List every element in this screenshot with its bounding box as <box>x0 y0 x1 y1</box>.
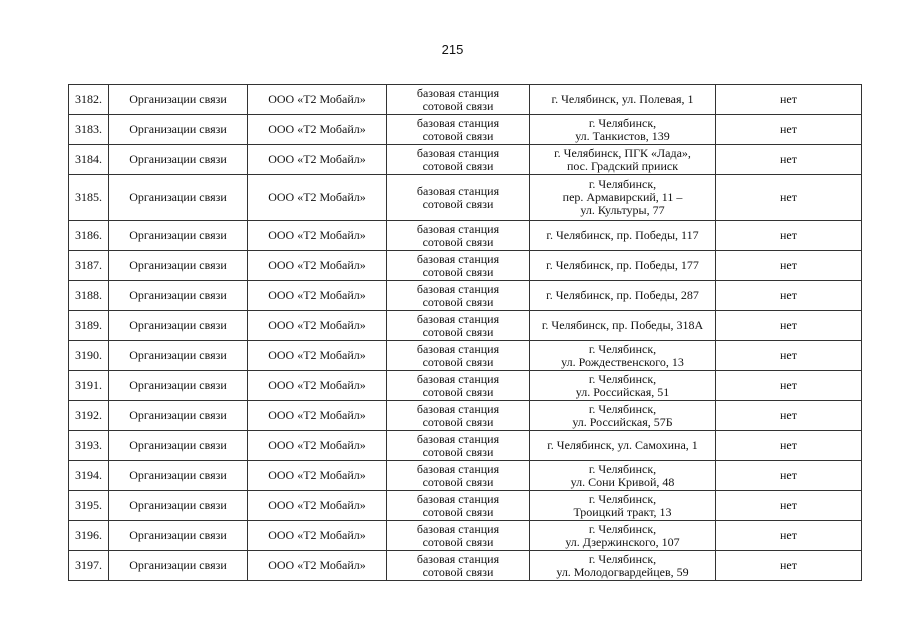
row-note: нет <box>716 551 862 581</box>
row-category: Организации связи <box>109 281 248 311</box>
row-object: базовая станция сотовой связи <box>387 491 530 521</box>
row-category: Организации связи <box>109 371 248 401</box>
table-row <box>69 115 862 145</box>
table-row <box>69 521 862 551</box>
row-owner: ООО «Т2 Мобайл» <box>248 461 387 491</box>
row-number: 3188. <box>69 281 109 311</box>
row-object: базовая станция сотовой связи <box>387 371 530 401</box>
row-note: нет <box>716 175 862 221</box>
row-address: г. Челябинск, пр. Победы, 318А <box>530 311 716 341</box>
row-note: нет <box>716 85 862 115</box>
row-owner: ООО «Т2 Мобайл» <box>248 281 387 311</box>
row-number: 3191. <box>69 371 109 401</box>
table-row <box>69 371 862 401</box>
row-note: нет <box>716 311 862 341</box>
row-number: 3186. <box>69 221 109 251</box>
row-owner: ООО «Т2 Мобайл» <box>248 221 387 251</box>
row-address: г. Челябинск, ул. Российская, 57Б <box>530 401 716 431</box>
row-category: Организации связи <box>109 491 248 521</box>
row-object: базовая станция сотовой связи <box>387 401 530 431</box>
table-row <box>69 221 862 251</box>
table-row <box>69 85 862 115</box>
row-note: нет <box>716 145 862 175</box>
row-address: г. Челябинск, пр. Победы, 287 <box>530 281 716 311</box>
row-category: Организации связи <box>109 175 248 221</box>
row-note: нет <box>716 221 862 251</box>
row-address: г. Челябинск, пер. Армавирский, 11 – ул. Культуры, 77 <box>530 175 716 221</box>
row-owner: ООО «Т2 Мобайл» <box>248 175 387 221</box>
row-object: базовая станция сотовой связи <box>387 521 530 551</box>
row-category: Организации связи <box>109 551 248 581</box>
row-owner: ООО «Т2 Мобайл» <box>248 521 387 551</box>
row-note: нет <box>716 251 862 281</box>
row-category: Организации связи <box>109 341 248 371</box>
row-owner: ООО «Т2 Мобайл» <box>248 551 387 581</box>
row-category: Организации связи <box>109 401 248 431</box>
table-row <box>69 461 862 491</box>
row-note: нет <box>716 461 862 491</box>
row-owner: ООО «Т2 Мобайл» <box>248 491 387 521</box>
page-number: 215 <box>441 42 464 57</box>
table-row <box>69 175 862 221</box>
table-row <box>69 145 862 175</box>
row-note: нет <box>716 521 862 551</box>
row-owner: ООО «Т2 Мобайл» <box>248 145 387 175</box>
row-address: г. Челябинск, пр. Победы, 117 <box>530 221 716 251</box>
row-number: 3197. <box>69 551 109 581</box>
row-address: г. Челябинск, ул. Полевая, 1 <box>530 85 716 115</box>
table-row <box>69 311 862 341</box>
registry-table <box>68 84 862 581</box>
row-note: нет <box>716 281 862 311</box>
row-category: Организации связи <box>109 85 248 115</box>
table-row <box>69 491 862 521</box>
row-object: базовая станция сотовой связи <box>387 251 530 281</box>
row-owner: ООО «Т2 Мобайл» <box>248 251 387 281</box>
row-object: базовая станция сотовой связи <box>387 175 530 221</box>
row-owner: ООО «Т2 Мобайл» <box>248 341 387 371</box>
row-owner: ООО «Т2 Мобайл» <box>248 311 387 341</box>
table-body <box>69 85 862 581</box>
row-owner: ООО «Т2 Мобайл» <box>248 431 387 461</box>
row-address: г. Челябинск, ул. Танкистов, 139 <box>530 115 716 145</box>
table-row <box>69 551 862 581</box>
row-category: Организации связи <box>109 311 248 341</box>
row-number: 3183. <box>69 115 109 145</box>
row-owner: ООО «Т2 Мобайл» <box>248 401 387 431</box>
row-object: базовая станция сотовой связи <box>387 115 530 145</box>
row-address: г. Челябинск, ул. Рождественского, 13 <box>530 341 716 371</box>
row-object: базовая станция сотовой связи <box>387 431 530 461</box>
row-owner: ООО «Т2 Мобайл» <box>248 371 387 401</box>
row-address: г. Челябинск, ПГК «Лада», пос. Градский прииск <box>530 145 716 175</box>
row-number: 3192. <box>69 401 109 431</box>
row-category: Организации связи <box>109 461 248 491</box>
row-note: нет <box>716 371 862 401</box>
row-number: 3193. <box>69 431 109 461</box>
row-note: нет <box>716 341 862 371</box>
row-number: 3189. <box>69 311 109 341</box>
row-number: 3182. <box>69 85 109 115</box>
row-object: базовая станция сотовой связи <box>387 221 530 251</box>
row-category: Организации связи <box>109 145 248 175</box>
row-owner: ООО «Т2 Мобайл» <box>248 85 387 115</box>
row-note: нет <box>716 115 862 145</box>
row-object: базовая станция сотовой связи <box>387 145 530 175</box>
table-row <box>69 251 862 281</box>
row-address: г. Челябинск, ул. Молодогвардейцев, 59 <box>530 551 716 581</box>
row-note: нет <box>716 431 862 461</box>
row-owner: ООО «Т2 Мобайл» <box>248 115 387 145</box>
row-category: Организации связи <box>109 431 248 461</box>
row-address: г. Челябинск, ул. Самохина, 1 <box>530 431 716 461</box>
row-object: базовая станция сотовой связи <box>387 461 530 491</box>
table-row <box>69 341 862 371</box>
row-number: 3196. <box>69 521 109 551</box>
row-address: г. Челябинск, ул. Российская, 51 <box>530 371 716 401</box>
row-number: 3184. <box>69 145 109 175</box>
table-row <box>69 401 862 431</box>
row-object: базовая станция сотовой связи <box>387 311 530 341</box>
row-category: Организации связи <box>109 221 248 251</box>
row-address: г. Челябинск, Троицкий тракт, 13 <box>530 491 716 521</box>
row-object: базовая станция сотовой связи <box>387 281 530 311</box>
row-number: 3195. <box>69 491 109 521</box>
row-category: Организации связи <box>109 251 248 281</box>
row-category: Организации связи <box>109 521 248 551</box>
row-address: г. Челябинск, ул. Сони Кривой, 48 <box>530 461 716 491</box>
row-object: базовая станция сотовой связи <box>387 551 530 581</box>
row-number: 3187. <box>69 251 109 281</box>
row-category: Организации связи <box>109 115 248 145</box>
row-number: 3194. <box>69 461 109 491</box>
row-object: базовая станция сотовой связи <box>387 341 530 371</box>
row-address: г. Челябинск, пр. Победы, 177 <box>530 251 716 281</box>
table-row <box>69 281 862 311</box>
row-number: 3190. <box>69 341 109 371</box>
row-number: 3185. <box>69 175 109 221</box>
row-address: г. Челябинск, ул. Дзержинского, 107 <box>530 521 716 551</box>
row-note: нет <box>716 401 862 431</box>
table-row <box>69 431 862 461</box>
row-note: нет <box>716 491 862 521</box>
row-object: базовая станция сотовой связи <box>387 85 530 115</box>
